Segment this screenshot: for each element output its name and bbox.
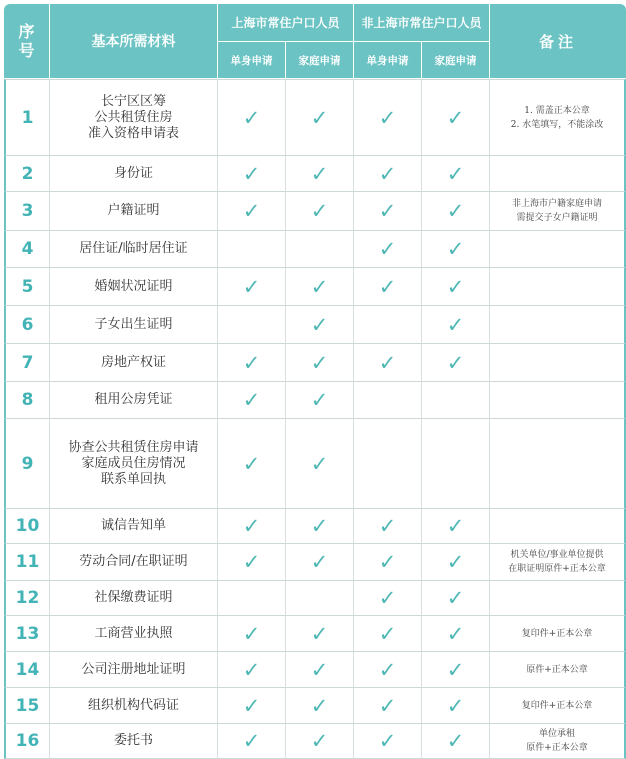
note-cell <box>490 231 626 268</box>
row-number: 13 <box>4 616 50 652</box>
check-icon: ✓ <box>378 161 397 186</box>
check-cell-nonlocal-single <box>354 192 422 231</box>
check-icon: ✓ <box>378 514 397 538</box>
note-text: 非上海市户籍家庭申请 <box>512 199 603 209</box>
check-cell-local-family <box>286 382 354 419</box>
check-cell-local-family <box>286 688 354 724</box>
check-cell-local-single <box>218 724 286 759</box>
row-number: 4 <box>4 231 50 268</box>
material-cell <box>50 192 218 231</box>
requirements-table-wrapper <box>4 4 622 759</box>
table-row <box>4 616 626 652</box>
check-icon: ✓ <box>378 621 397 646</box>
note-cell <box>490 79 626 156</box>
material-name: 婚姻状况证明 <box>94 278 173 294</box>
row-number: 12 <box>4 581 50 616</box>
check-icon: ✓ <box>310 388 329 412</box>
check-cell-local-single <box>218 268 286 306</box>
row-number: 11 <box>4 544 50 581</box>
check-cell-nonlocal-single <box>354 344 422 382</box>
material-name: 家庭成员住房情况 <box>81 455 186 471</box>
check-cell-local-single <box>218 382 286 419</box>
check-icon: ✓ <box>310 514 329 538</box>
check-icon: ✓ <box>378 350 397 375</box>
check-icon: ✓ <box>310 729 329 753</box>
check-cell-nonlocal-single <box>354 268 422 306</box>
check-cell-nonlocal-family <box>422 79 490 156</box>
check-cell-local-family <box>286 156 354 192</box>
check-icon: ✓ <box>378 274 397 299</box>
header-local-group: 上海市常住户口人员 <box>218 4 354 42</box>
note-text: 需提交子女户籍证明 <box>516 213 598 223</box>
material-name: 居住证/临时居住证 <box>79 241 188 256</box>
material-cell <box>50 268 218 306</box>
row-number: 16 <box>4 724 50 759</box>
row-number: 3 <box>4 192 50 231</box>
note-cell <box>490 268 626 306</box>
check-cell-local-single <box>218 419 286 509</box>
check-cell-local-family <box>286 306 354 344</box>
check-cell-local-single <box>218 79 286 156</box>
check-icon: ✓ <box>310 199 329 223</box>
check-icon: ✓ <box>446 350 465 375</box>
note-text: 机关单位/事业单位提供 <box>510 550 604 560</box>
row-number: 15 <box>4 688 50 724</box>
table-row <box>4 382 626 419</box>
table-row <box>4 724 626 759</box>
material-name: 协查公共租赁住房申请 <box>68 439 199 455</box>
table-row <box>4 581 626 616</box>
check-icon: ✓ <box>310 161 329 186</box>
check-cell-local-single <box>218 231 286 268</box>
note-cell <box>490 652 626 688</box>
check-icon: ✓ <box>378 105 397 130</box>
table-row <box>4 688 626 724</box>
material-cell <box>50 306 218 344</box>
material-name: 委托书 <box>113 733 153 748</box>
check-icon: ✓ <box>446 550 465 574</box>
check-cell-nonlocal-family <box>422 544 490 581</box>
check-cell-local-family <box>286 509 354 544</box>
note-cell <box>490 581 626 616</box>
check-icon: ✓ <box>446 312 465 337</box>
check-icon: ✓ <box>310 693 329 718</box>
note-cell <box>490 306 626 344</box>
check-cell-local-family <box>286 616 354 652</box>
note-text: 原件+正本公章 <box>526 664 588 675</box>
check-icon: ✓ <box>242 729 261 753</box>
check-cell-nonlocal-family <box>422 192 490 231</box>
check-icon: ✓ <box>378 729 397 753</box>
check-cell-nonlocal-family <box>422 509 490 544</box>
material-cell <box>50 231 218 268</box>
table-row <box>4 192 626 231</box>
check-icon: ✓ <box>446 161 465 186</box>
note-cell <box>490 192 626 231</box>
check-icon: ✓ <box>378 693 397 718</box>
check-cell-local-single <box>218 306 286 344</box>
material-name: 组织机构代码证 <box>87 697 179 713</box>
check-cell-local-family <box>286 581 354 616</box>
check-icon: ✓ <box>310 274 329 299</box>
check-cell-local-single <box>218 509 286 544</box>
material-cell <box>50 581 218 616</box>
check-cell-nonlocal-single <box>354 652 422 688</box>
check-icon: ✓ <box>242 657 261 682</box>
check-cell-nonlocal-family <box>422 581 490 616</box>
table-body <box>4 79 626 759</box>
row-number: 6 <box>4 306 50 344</box>
row-number: 2 <box>4 156 50 192</box>
check-cell-local-single <box>218 156 286 192</box>
check-icon: ✓ <box>242 274 261 299</box>
check-icon: ✓ <box>378 237 397 261</box>
material-name: 公司注册地址证明 <box>81 661 186 677</box>
check-icon: ✓ <box>242 451 261 476</box>
check-cell-local-family <box>286 544 354 581</box>
check-cell-local-family <box>286 192 354 231</box>
check-icon: ✓ <box>310 105 329 130</box>
check-icon: ✓ <box>242 105 261 130</box>
check-icon: ✓ <box>242 350 261 375</box>
check-icon: ✓ <box>446 693 465 718</box>
check-cell-local-single <box>218 652 286 688</box>
check-cell-nonlocal-family <box>422 231 490 268</box>
check-icon: ✓ <box>378 550 397 574</box>
table-row <box>4 79 626 156</box>
check-icon: ✓ <box>446 199 465 223</box>
check-icon: ✓ <box>446 621 465 646</box>
material-cell <box>50 419 218 509</box>
note-cell <box>490 616 626 652</box>
check-icon: ✓ <box>310 621 329 646</box>
check-icon: ✓ <box>242 693 261 718</box>
check-icon: ✓ <box>446 729 465 753</box>
check-cell-nonlocal-single <box>354 306 422 344</box>
note-cell <box>490 419 626 509</box>
header-no-text: 序 号 <box>18 22 35 60</box>
header-nonlocal-family: 家庭申请 <box>422 42 490 79</box>
check-icon: ✓ <box>446 514 465 538</box>
material-cell <box>50 344 218 382</box>
note-cell <box>490 724 626 759</box>
check-cell-local-single <box>218 192 286 231</box>
check-cell-local-family <box>286 344 354 382</box>
check-cell-nonlocal-single <box>354 688 422 724</box>
table-row <box>4 419 626 509</box>
material-cell <box>50 616 218 652</box>
check-icon: ✓ <box>242 550 261 574</box>
note-cell <box>490 509 626 544</box>
table-row <box>4 268 626 306</box>
header-local-single: 单身申请 <box>218 42 286 79</box>
check-icon: ✓ <box>446 657 465 682</box>
check-cell-nonlocal-single <box>354 156 422 192</box>
check-cell-local-family <box>286 231 354 268</box>
note-text: 复印件+正本公章 <box>521 700 593 711</box>
check-icon: ✓ <box>446 105 465 130</box>
check-icon: ✓ <box>446 237 465 261</box>
material-name: 身份证 <box>113 165 153 181</box>
material-cell <box>50 156 218 192</box>
check-cell-nonlocal-family <box>422 156 490 192</box>
check-cell-nonlocal-family <box>422 382 490 419</box>
note-cell <box>490 688 626 724</box>
material-name: 工商营业执照 <box>94 625 173 641</box>
check-cell-local-single <box>218 544 286 581</box>
table-row <box>4 509 626 544</box>
material-name: 子女出生证明 <box>94 316 173 332</box>
material-name: 房地产权证 <box>100 354 166 370</box>
row-number: 9 <box>4 419 50 509</box>
row-number: 10 <box>4 509 50 544</box>
row-number: 14 <box>4 652 50 688</box>
header-local-family: 家庭申请 <box>286 42 354 79</box>
check-icon: ✓ <box>242 388 261 412</box>
note-text: 复印件+正本公章 <box>521 628 593 639</box>
check-cell-local-family <box>286 724 354 759</box>
table-row <box>4 652 626 688</box>
material-name: 户籍证明 <box>107 203 160 218</box>
check-icon: ✓ <box>378 199 397 223</box>
check-icon: ✓ <box>242 621 261 646</box>
check-cell-nonlocal-family <box>422 268 490 306</box>
check-cell-local-family <box>286 652 354 688</box>
check-icon: ✓ <box>446 586 465 610</box>
check-cell-nonlocal-family <box>422 419 490 509</box>
row-number: 1 <box>4 79 50 156</box>
material-name: 长宁区区筹 <box>100 93 166 109</box>
header-note: 备注 <box>490 4 626 79</box>
check-cell-local-single <box>218 581 286 616</box>
material-cell <box>50 509 218 544</box>
check-icon: ✓ <box>310 550 329 574</box>
check-icon: ✓ <box>310 350 329 375</box>
check-icon: ✓ <box>378 586 397 610</box>
check-cell-nonlocal-family <box>422 652 490 688</box>
material-cell <box>50 652 218 688</box>
material-name: 准入资格申请表 <box>87 125 179 141</box>
material-name: 劳动合同/在职证明 <box>79 554 188 569</box>
note-text: 1. 需盖正本公章 <box>524 105 590 116</box>
check-icon: ✓ <box>242 514 261 538</box>
material-cell <box>50 79 218 156</box>
check-cell-nonlocal-single <box>354 616 422 652</box>
note-text: 单位承租 <box>539 729 576 739</box>
note-cell <box>490 544 626 581</box>
material-cell <box>50 544 218 581</box>
check-cell-local-single <box>218 688 286 724</box>
table-row <box>4 156 626 192</box>
material-name: 公共租赁住房 <box>94 109 173 125</box>
table-row <box>4 231 626 268</box>
material-name: 诚信告知单 <box>100 518 166 533</box>
requirements-table <box>4 4 626 759</box>
note-cell <box>490 156 626 192</box>
check-icon: ✓ <box>310 451 329 476</box>
note-text: 原件+正本公章 <box>526 743 588 753</box>
header-material: 基本所需材料 <box>50 4 218 79</box>
note-cell <box>490 344 626 382</box>
check-cell-local-family <box>286 268 354 306</box>
header-nonlocal-single: 单身申请 <box>354 42 422 79</box>
check-cell-nonlocal-single <box>354 419 422 509</box>
check-icon: ✓ <box>310 657 329 682</box>
check-cell-nonlocal-family <box>422 688 490 724</box>
check-cell-nonlocal-single <box>354 382 422 419</box>
check-cell-local-family <box>286 419 354 509</box>
check-cell-nonlocal-family <box>422 344 490 382</box>
material-name: 社保缴费证明 <box>94 590 173 605</box>
header-nonlocal-group: 非上海市常住户口人员 <box>354 4 490 42</box>
check-cell-nonlocal-family <box>422 616 490 652</box>
check-cell-nonlocal-single <box>354 509 422 544</box>
note-text: 在职证明原件+正本公章 <box>508 564 606 574</box>
table-row <box>4 344 626 382</box>
row-number: 7 <box>4 344 50 382</box>
check-cell-nonlocal-single <box>354 231 422 268</box>
header-no <box>4 4 50 79</box>
check-cell-nonlocal-family <box>422 306 490 344</box>
check-cell-local-single <box>218 344 286 382</box>
row-number: 5 <box>4 268 50 306</box>
check-cell-nonlocal-single <box>354 724 422 759</box>
material-name: 联系单回执 <box>100 471 166 487</box>
check-cell-local-family <box>286 79 354 156</box>
material-cell <box>50 688 218 724</box>
check-cell-nonlocal-single <box>354 544 422 581</box>
check-icon: ✓ <box>310 312 329 337</box>
note-text: 2. 水笔填写，不能涂改 <box>510 119 604 130</box>
note-cell <box>490 382 626 419</box>
material-cell <box>50 724 218 759</box>
table-row <box>4 306 626 344</box>
material-cell <box>50 382 218 419</box>
check-cell-nonlocal-family <box>422 724 490 759</box>
check-cell-nonlocal-single <box>354 581 422 616</box>
check-icon: ✓ <box>242 199 261 223</box>
check-icon: ✓ <box>446 274 465 299</box>
check-icon: ✓ <box>242 161 261 186</box>
check-icon: ✓ <box>378 657 397 682</box>
check-cell-local-single <box>218 616 286 652</box>
table-row <box>4 544 626 581</box>
material-name: 租用公房凭证 <box>94 392 173 407</box>
row-number: 8 <box>4 382 50 419</box>
check-cell-nonlocal-single <box>354 79 422 156</box>
